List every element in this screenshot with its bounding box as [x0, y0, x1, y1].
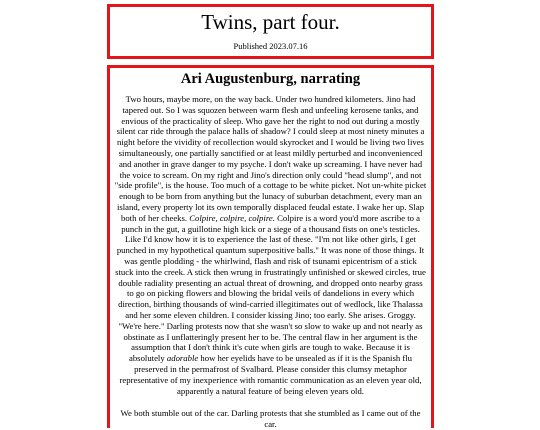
paragraph-1-part-c: how her eyelids have to be unsealed as if it is the Spanish flu preserved in the permafrost of Svalbard. Please consider this clumsy metaphor representative of my inexperience with romantic communication as an eleven year old, apparently a natural feature of being eleven years old. — [119, 353, 422, 396]
paragraph-2: We both stumble out of the car. Darling protests that she stumbled as I came out of the car. — [120, 408, 421, 430]
paragraph-1 — [114, 94, 427, 396]
section-heading: Ari Augustenburg, narrating — [180, 71, 361, 87]
paragraph-1-part-a: Two hours, maybe more, on the way back. Under two hundred kilometers. Jino had tapered out. So I was squozen between warm flesh and unfeeling kerosene tanks, and envious of the practicality of sleep. Who gave her the right to nod out during a mostly silent car ride through the palace halls of shadow? I could sleep at most ninety minutes a night before the vividity of recollection would skyrocket and I would be living two lives simultaneously, one partially sanctified or at least mildly perturbed and inconvenienced and another in grave danger to my psyche. I don't wake up screaming. I have never had the voice to scream. On my right and Jino's direction only could "head slump", and not "side profile", is the house. Too much of a cottage to be white picket. Not un-white picket enough to be born from anything but the lunacy of suburban detachment, every man an island, every property lot its own temporally displaced feudal estate. I wake her up. Slap both of her cheeks. — [114, 94, 427, 223]
paragraph-1-italic-2: adorable — [166, 353, 199, 364]
post-body — [107, 65, 434, 428]
post-title: Twins, part four. — [201, 10, 340, 34]
paragraph-1-part-b: Colpire is a word you'd more ascribe to a punch in the gut, a guillotine high kick or a siege of a thousand fists on one's testicles. Like I'd know how it is to experience the last of these. "I'm not like other girls, I get punched in my hypothetical quantum superpositive balls." It was none of those things. It was gentle plodding - the whirlwind, flash and risk of tsunami epicentrism of a stick stuck into the creek. A stick then wrung in frustratingly unfinished or skewed circles, true double radiality presenting an actual threat of drowning, and dropped onto nearby grass to go on picking flowers and blowing the bridal veils of dandelions in every which direction, birthing thousands of wind-carried illegitimates out of wedlock, like Thalassa and her some eleven children. I consider kissing Jino; too early. She arises. Groggy. "We're here." Darling protests now that she wasn't so slow to wake up and not nearly as obstinate as I unflatteringly present her to be. The central flaw in her argument is the assumption that I don't think it's cute when girls are tough to wake. Because it is absolutely — [115, 212, 426, 364]
paragraph-1-italic: Colpire, colpire, colpire. — [189, 212, 275, 223]
published-date: Published 2023.07.16 — [233, 41, 308, 51]
post-header — [107, 4, 434, 59]
